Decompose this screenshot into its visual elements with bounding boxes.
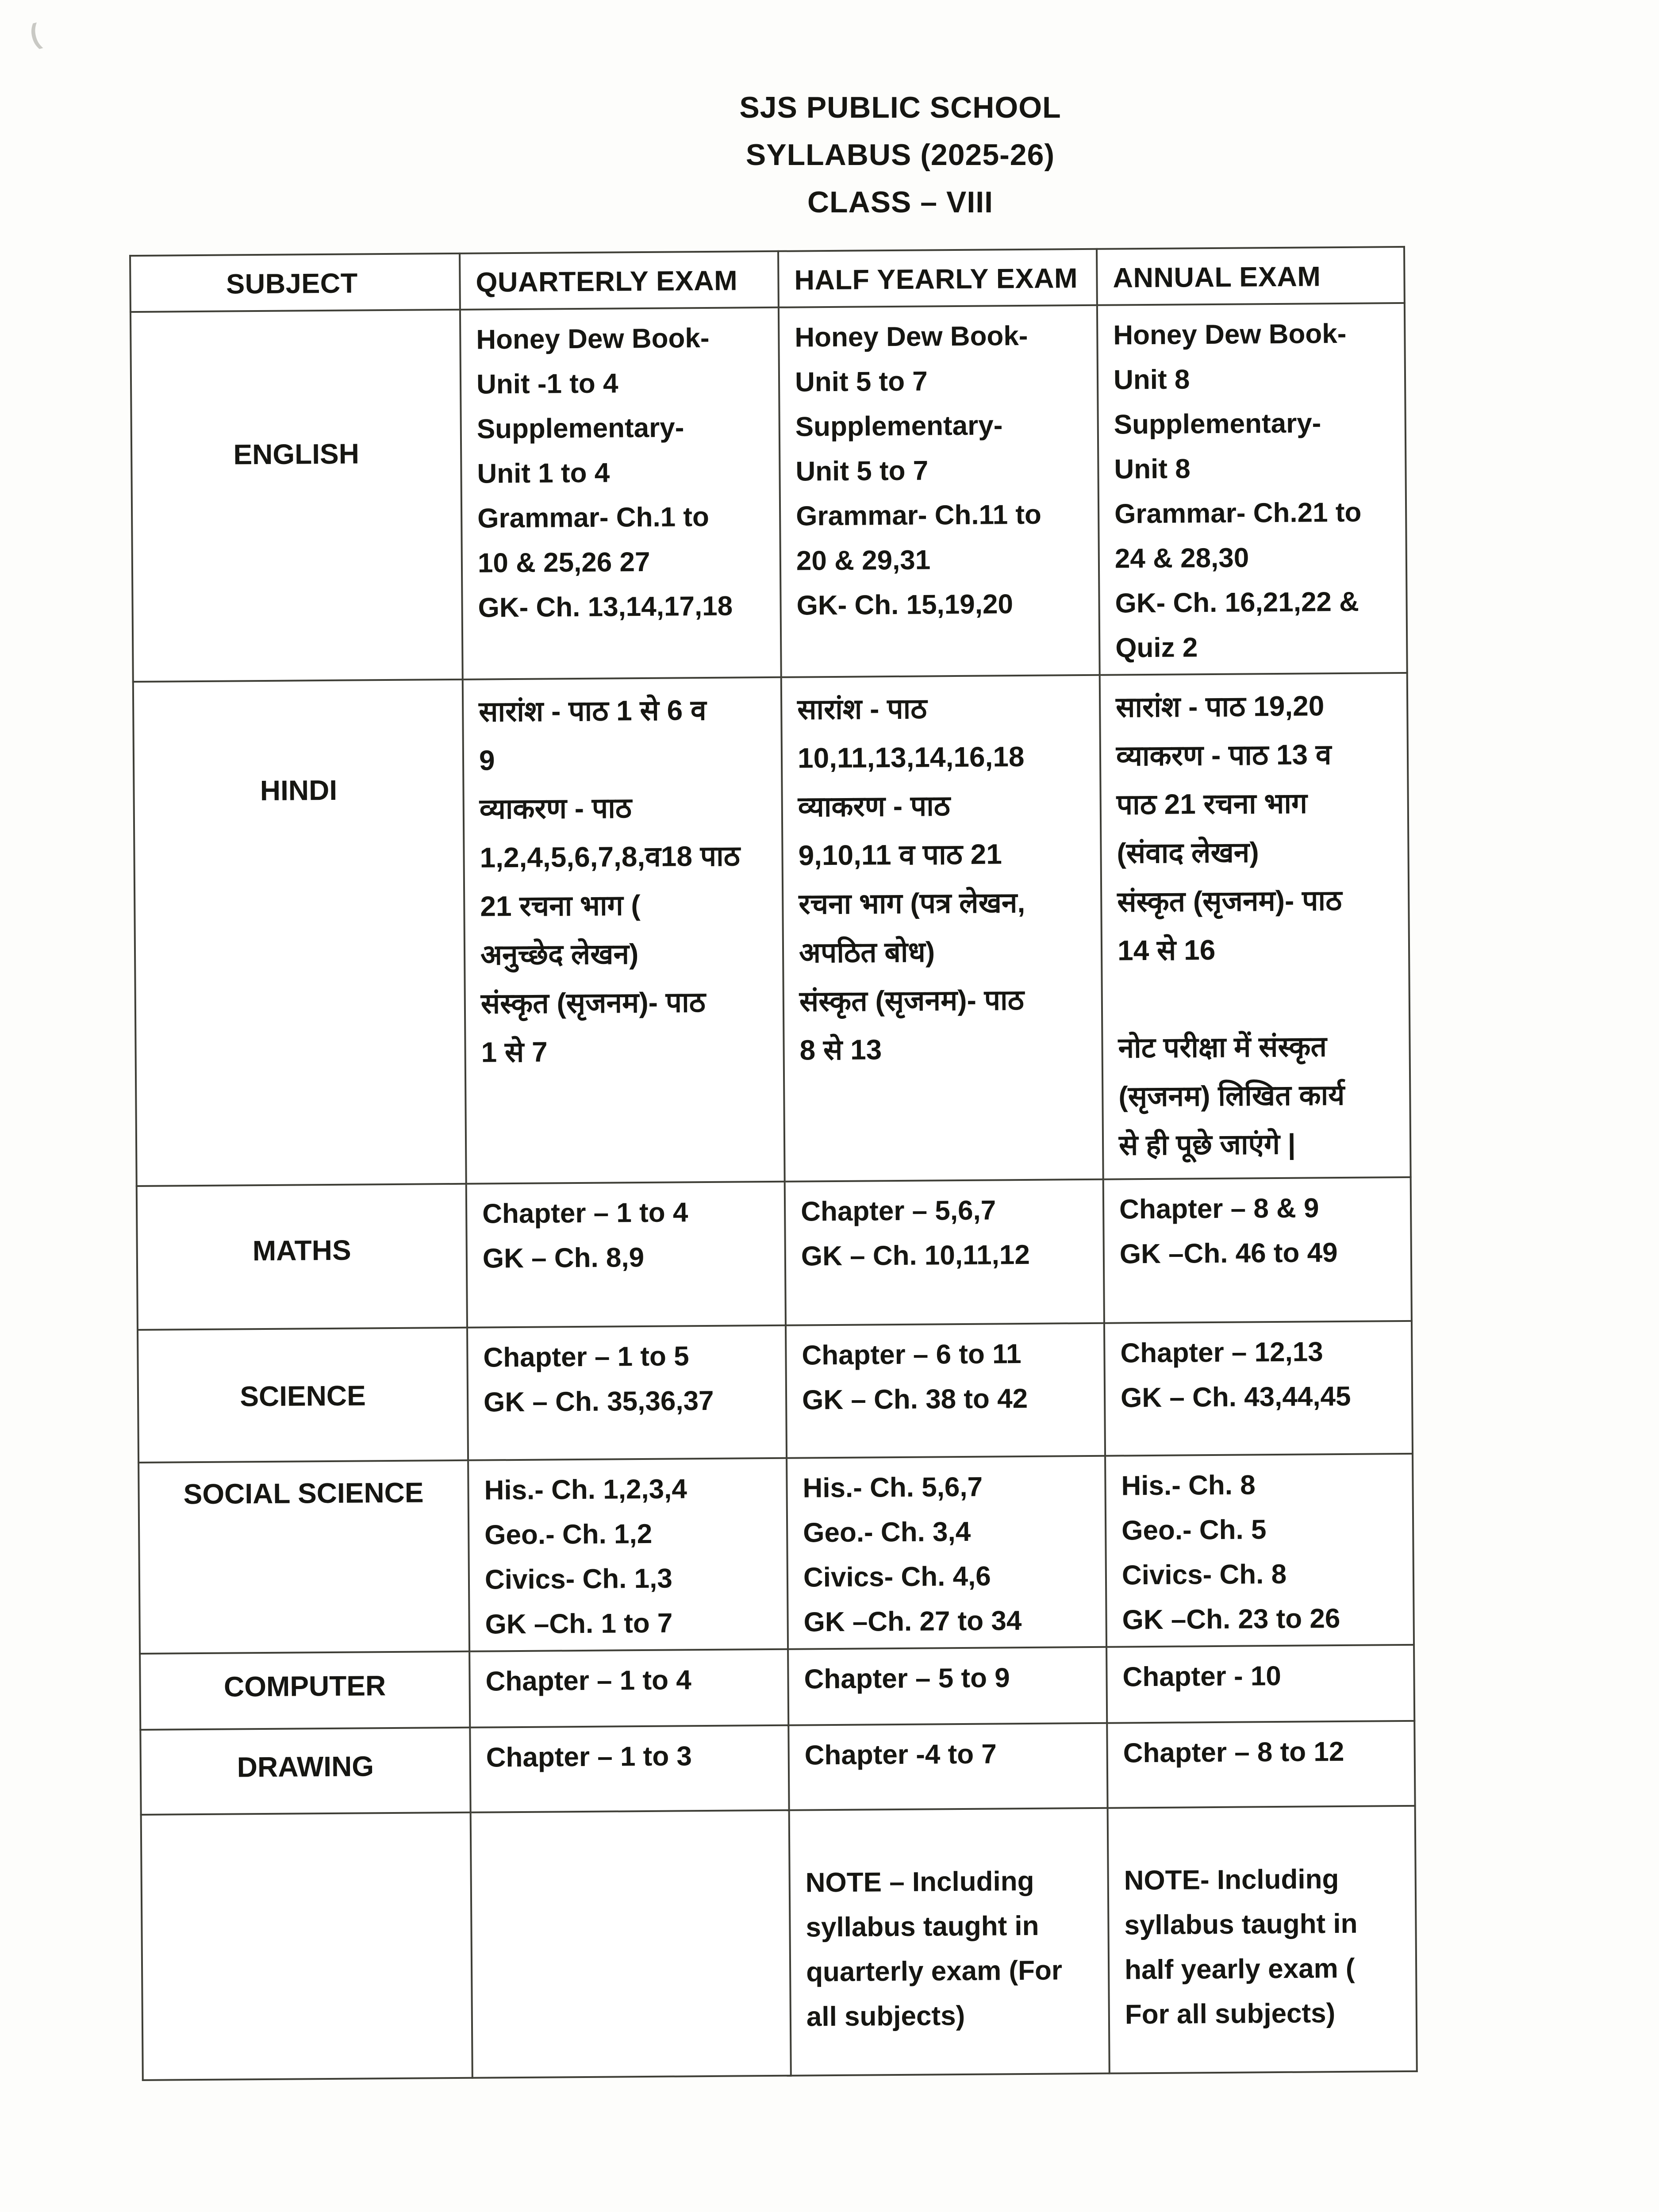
header-subject: SUBJECT <box>130 253 460 312</box>
subject-maths: MATHS <box>137 1184 467 1330</box>
syllabus-table <box>129 246 1418 2081</box>
cell-drawing-half-yearly: Chapter -4 to 7 <box>788 1723 1107 1810</box>
cell-science-quarterly: Chapter – 1 to 5 GK – Ch. 35,36,37 <box>467 1325 787 1460</box>
table-header-row <box>130 247 1405 312</box>
cell-social-science-annual: His.- Ch. 8 Geo.- Ch. 5 Civics- Ch. 8 GK –Ch. 23 to 26 <box>1105 1454 1414 1647</box>
cell-hindi-half-yearly: सारांश - पाठ 10,11,13,14,16,18 व्याकरण - पाठ 9,10,11 व पाठ 21 रचना भाग (पत्र लेखन, अपठित बोध) संस्कृत (सृजनम)- पाठ 8 से 13 <box>781 675 1103 1182</box>
cell-note-annual: NOTE- Including syllabus taught in half yearly exam ( For all subjects) <box>1108 1806 1417 2074</box>
cell-drawing-quarterly: Chapter – 1 to 3 <box>470 1725 789 1813</box>
table-row <box>140 1721 1415 1815</box>
subject-science: SCIENCE <box>138 1328 468 1463</box>
table-row <box>138 1321 1413 1463</box>
cell-hindi-annual: सारांश - पाठ 19,20 व्याकरण - पाठ 13 व पाठ 21 रचना भाग (संवाद लेखन) संस्कृत (सृजनम)- पाठ 14 से 16 नोट परीक्षा में संस्कृत (सृजनम) लिखित कार्य से ही पूछे जाएंगे | <box>1100 673 1411 1179</box>
header-half-yearly-exam: HALF YEARLY EXAM <box>778 249 1097 307</box>
subject-drawing: DRAWING <box>140 1728 470 1815</box>
cell-social-science-quarterly: His.- Ch. 1,2,3,4 Geo.- Ch. 1,2 Civics- Ch. 1,3 GK –Ch. 1 to 7 <box>468 1458 788 1651</box>
cell-note-subject-empty <box>141 1813 472 2080</box>
cell-note-half-yearly: NOTE – Including syllabus taught in quarterly exam (For all subjects) <box>789 1808 1110 2076</box>
cell-computer-annual: Chapter - 10 <box>1106 1645 1414 1723</box>
cell-maths-quarterly: Chapter – 1 to 4 GK – Ch. 8,9 <box>466 1182 786 1328</box>
subject-english: ENGLISH <box>131 310 463 682</box>
table-row <box>138 1454 1414 1654</box>
table-row <box>131 303 1407 682</box>
subject-computer: COMPUTER <box>140 1651 470 1730</box>
table-row <box>140 1645 1414 1730</box>
cell-hindi-quarterly: सारांश - पाठ 1 से 6 व 9 व्याकरण - पाठ 1,2,4,5,6,7,8,व18 पाठ 21 रचना भाग ( अनुच्छेद लेखन) संस्कृत (सृजनम)- पाठ 1 से 7 <box>463 677 785 1184</box>
header-annual-exam: ANNUAL EXAM <box>1097 247 1405 305</box>
cell-maths-half-yearly: Chapter – 5,6,7 GK – Ch. 10,11,12 <box>785 1179 1104 1325</box>
cell-computer-half-yearly: Chapter – 5 to 9 <box>788 1647 1107 1725</box>
table-row <box>133 673 1411 1186</box>
subject-social-science: SOCIAL SCIENCE <box>138 1460 469 1654</box>
document-title <box>71 84 1659 226</box>
syllabus-year: SYLLABUS (2025-26) <box>745 138 1055 172</box>
cell-maths-annual: Chapter – 8 & 9 GK –Ch. 46 to 49 <box>1103 1177 1412 1323</box>
scan-artifact-mark: ( <box>26 17 43 51</box>
table-row <box>141 1806 1417 2080</box>
cell-science-half-yearly: Chapter – 6 to 11 GK – Ch. 38 to 42 <box>786 1323 1105 1458</box>
cell-english-annual: Honey Dew Book- Unit 8 Supplementary- Unit 8 Grammar- Ch.21 to 24 & 28,30 GK- Ch. 16,21,22 & Quiz 2 <box>1097 303 1407 675</box>
cell-social-science-half-yearly: His.- Ch. 5,6,7 Geo.- Ch. 3,4 Civics- Ch. 4,6 GK –Ch. 27 to 34 <box>787 1456 1106 1649</box>
cell-note-quarterly-empty <box>471 1810 791 2078</box>
header-quarterly-exam: QUARTERLY EXAM <box>460 251 779 310</box>
cell-english-quarterly: Honey Dew Book- Unit -1 to 4 Supplementary- Unit 1 to 4 Grammar- Ch.1 to 10 & 25,26 27 GK- Ch. 13,14,17,18 <box>460 307 781 680</box>
subject-hindi: HINDI <box>133 680 466 1186</box>
cell-drawing-annual: Chapter – 8 to 12 <box>1107 1721 1415 1808</box>
table-row <box>137 1177 1412 1330</box>
school-name: SJS PUBLIC SCHOOL <box>739 91 1061 124</box>
class-name: CLASS – VIII <box>807 185 994 219</box>
cell-english-half-yearly: Honey Dew Book- Unit 5 to 7 Supplementary- Unit 5 to 7 Grammar- Ch.11 to 20 & 29,31 GK- Ch. 15,19,20 <box>779 305 1100 677</box>
cell-computer-quarterly: Chapter – 1 to 4 <box>469 1649 788 1728</box>
cell-science-annual: Chapter – 12,13 GK – Ch. 43,44,45 <box>1104 1321 1413 1456</box>
